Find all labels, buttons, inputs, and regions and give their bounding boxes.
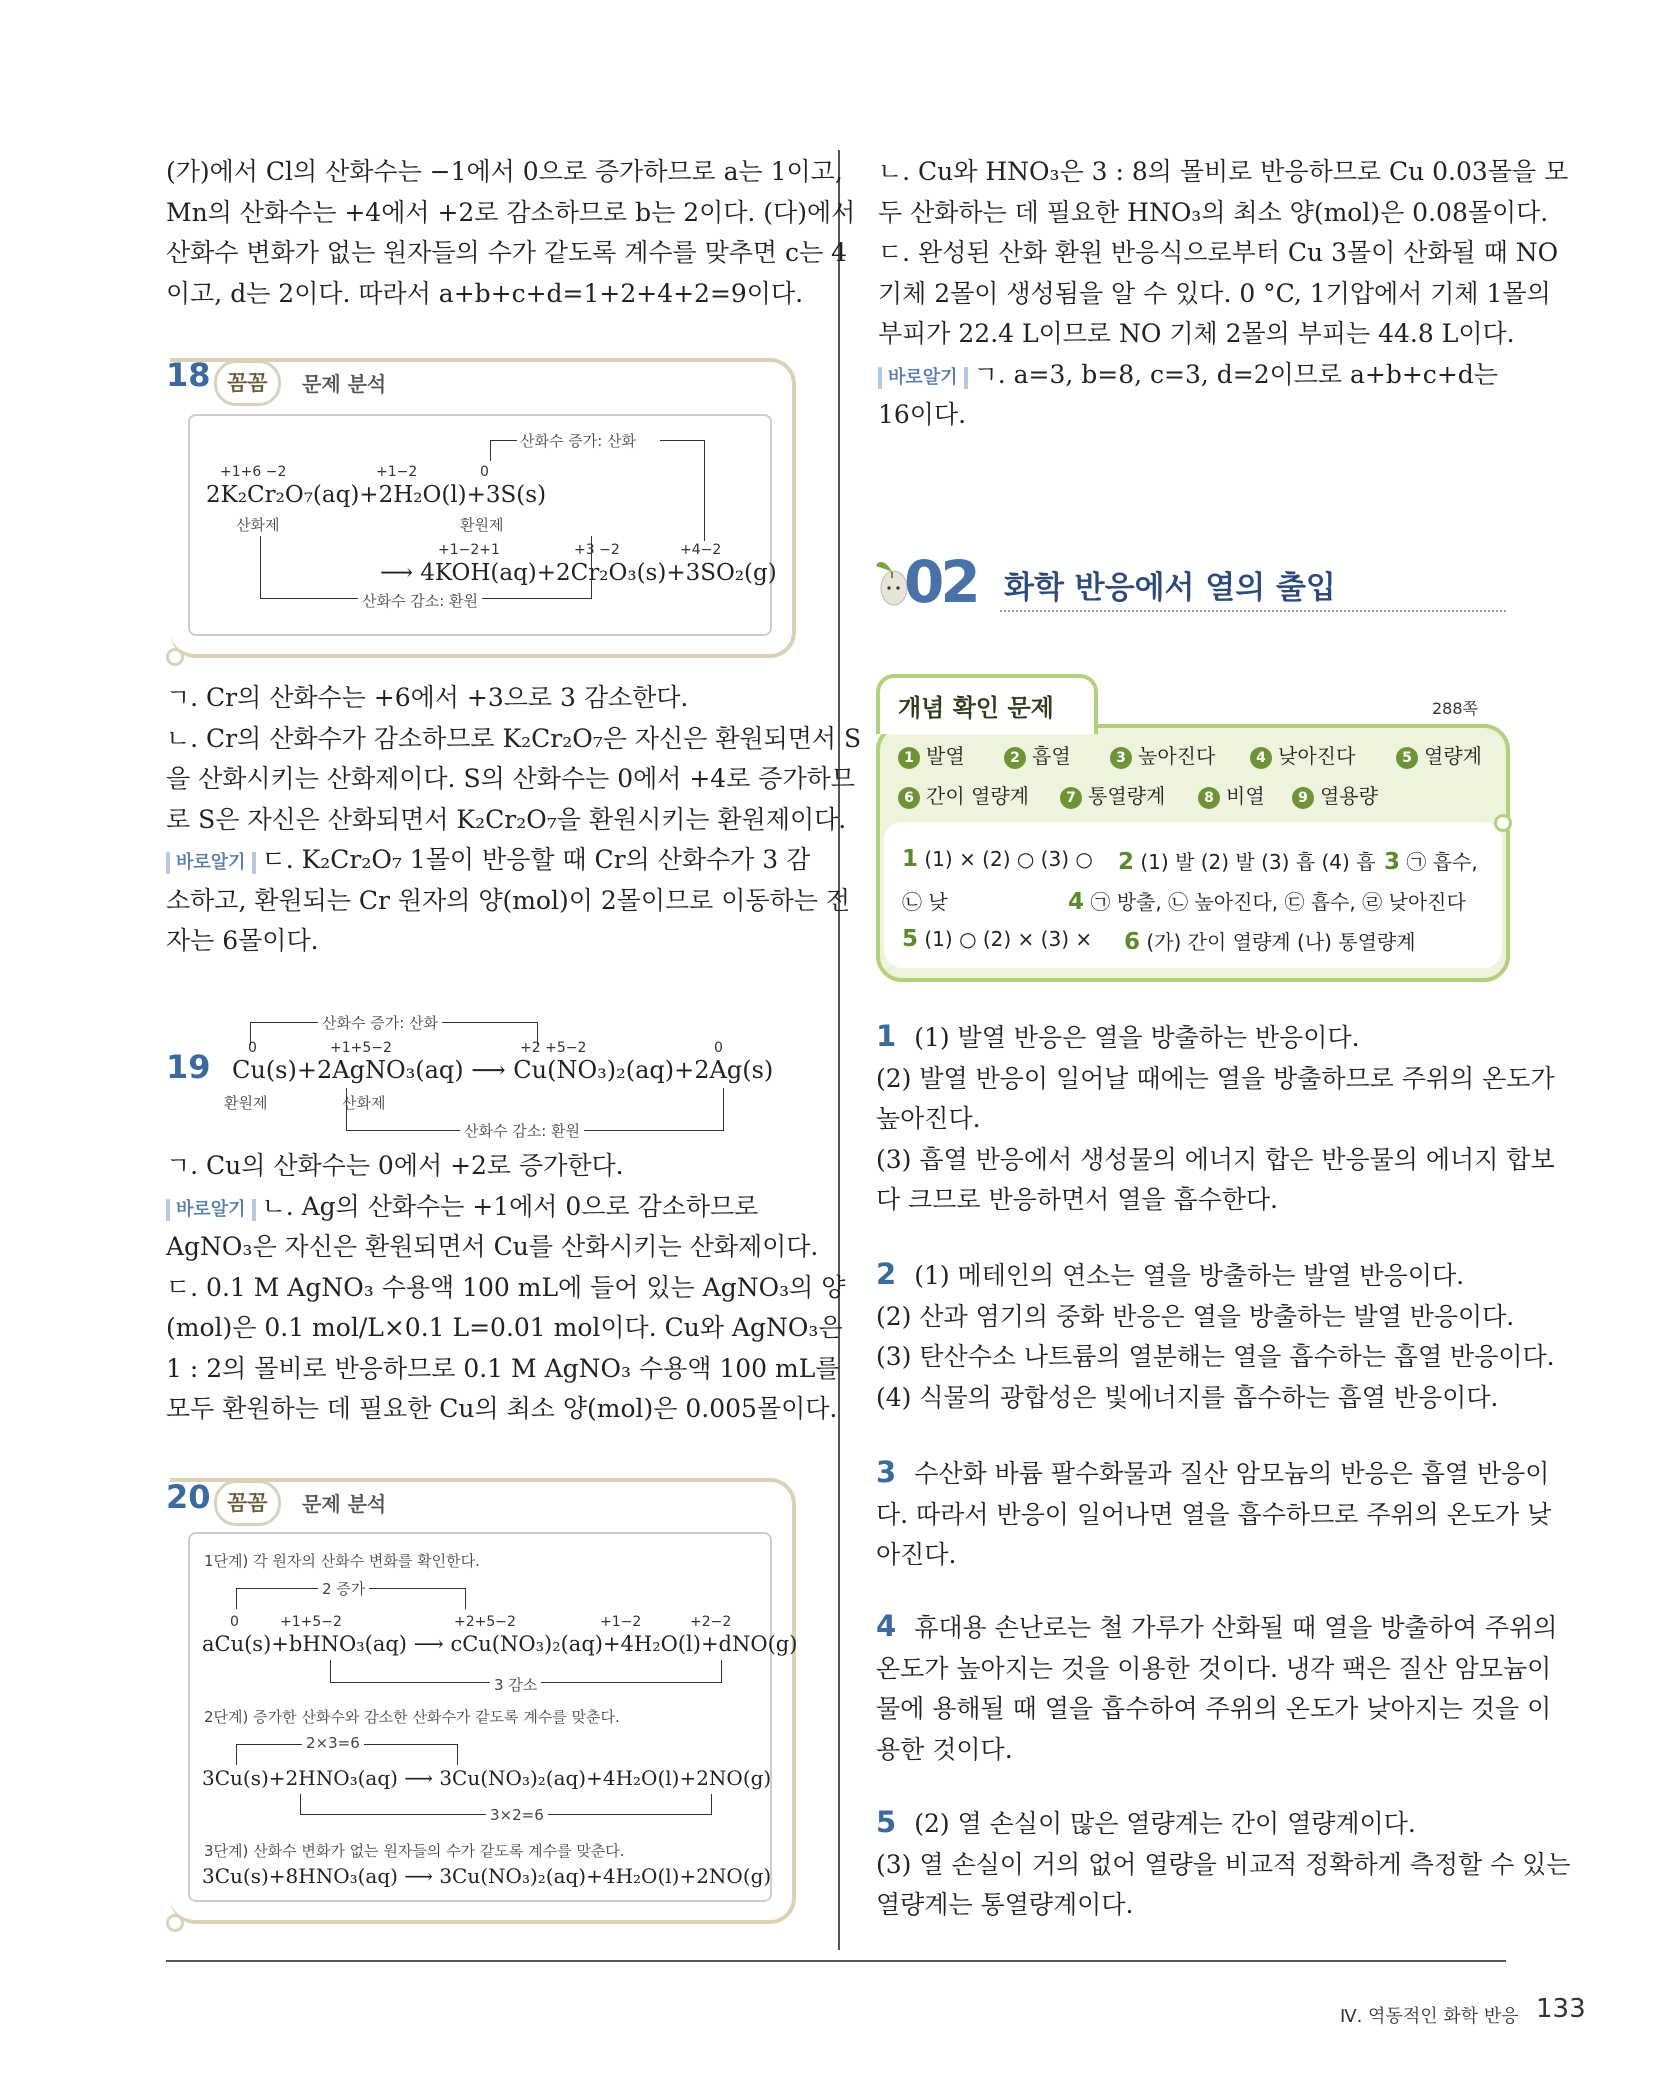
text-line: 1 (1) 발열 반응은 열을 방출하는 반응이다.: [876, 1019, 1360, 1053]
ox-number: +3 −2: [574, 542, 620, 558]
text-span: ㄷ. K₂Cr₂O₇ 1몰이 반응할 때 Cr의 산화수가 3 감: [261, 845, 811, 874]
products-equation: ⟶ 4KOH(aq)+2Cr₂O₃(s)+3SO₂(g): [380, 560, 777, 586]
text-line: 을 산화시키는 산화제이다. S의 산화수는 0에서 +4로 증가하므: [166, 764, 855, 793]
ox-number: +2−2: [690, 1614, 732, 1630]
correction-badge: 바로알기: [878, 367, 968, 389]
ox-number: 0: [714, 1040, 723, 1056]
correction-badge: 바로알기: [166, 1199, 256, 1221]
kkom-badge: 꼼꼼: [214, 360, 281, 406]
oxidant-label: 산화제: [342, 1094, 386, 1112]
q20-diagram: [188, 1532, 798, 1902]
answer-4: 4 ㉠ 방출, ㉡ 높아진다, ㉢ 흡수, ㉣ 낮아진다: [1068, 889, 1466, 915]
text-line: 3 수산화 바륨 팔수화물과 질산 암모늄의 반응은 흡열 반응이: [876, 1455, 1550, 1489]
text-line: 자는 6몰이다.: [166, 926, 319, 955]
reduction-label: 산화수 감소: 환원: [358, 590, 482, 611]
q18-explanation: [166, 678, 861, 962]
text-line: 1 : 2의 몰비로 반응하므로 0.1 M AgNO₃ 수용액 100 mL를: [166, 1353, 840, 1383]
ox-number: +2 +5−2: [520, 1040, 587, 1056]
equation: 3Cu(s)+2HNO₃(aq) ⟶ 3Cu(NO₃)₂(aq)+4H₂O(l)+2NO(g): [202, 1766, 772, 1790]
answer-3-cont: ㉡ 낮: [902, 890, 948, 914]
ox-number: +1+5−2: [330, 1040, 392, 1056]
answer-5: 5 (1) ○ (2) × (3) ×: [902, 926, 1093, 952]
text-line: ㄱ. Cr의 산화수는 +6에서 +3으로 3 감소한다.: [166, 683, 689, 712]
text-line: 다 크므로 반응하면서 열을 흡수한다.: [876, 1185, 1278, 1214]
right-top-text: [878, 152, 1568, 436]
section-number: 02: [904, 548, 977, 616]
text-line: ㄷ. 0.1 M AgNO₃ 수용액 100 mL에 들어 있는 AgNO₃의 양: [166, 1272, 846, 1302]
keyword-8: 8 비열: [1198, 780, 1265, 809]
top-arrow-line: [490, 440, 517, 461]
item-number: 1: [876, 1019, 897, 1053]
text-line: Mn의 산화수는 +4에서 +2로 감소하므로 b는 2이다. (다)에서: [166, 197, 856, 227]
oxidation-label: 산화수 증가: 산화: [318, 1012, 442, 1033]
keyword-4: 4 낮아진다: [1250, 740, 1355, 769]
text-line: 4 휴대용 손난로는 철 가루가 산화될 때 열을 방출하여 주위의: [876, 1609, 1558, 1643]
ox-number: 0: [248, 1040, 257, 1056]
step-label: 2단계) 증가한 산화수와 감소한 산화수가 같도록 계수를 맞춘다.: [204, 1708, 620, 1726]
keyword-7: 7 통열량계: [1060, 780, 1165, 809]
box-hook: [166, 648, 184, 666]
text-line: 두 산화하는 데 필요한 HNO₃의 최소 양(mol)은 0.08몰이다.: [878, 197, 1549, 227]
answer-1: 1 (1) × (2) ○ (3) ○: [902, 846, 1093, 872]
box-hook: [166, 1914, 184, 1932]
increase-label: 2 증가: [318, 1578, 369, 1599]
ox-number: +2+5−2: [454, 1614, 516, 1630]
text-line: (가)에서 Cl의 산화수는 −1에서 0으로 증가하므로 a는 1이고,: [166, 157, 843, 186]
ox-number: +1−2+1: [438, 542, 500, 558]
top-arrow-line: [660, 440, 705, 541]
text-line: (3) 탄산수소 나트륨의 열분해는 열을 흡수하는 흡열 반응이다.: [876, 1342, 1555, 1371]
text-line: 물에 용해될 때 열을 흡수하여 주위의 온도가 낮아지는 것을 이: [876, 1694, 1552, 1723]
text-line: 이고, d는 2이다. 따라서 a+b+c+d=1+2+4+2=9이다.: [166, 278, 804, 308]
text-line: 기체 2몰이 생성됨을 알 수 있다. 0 °C, 1기압에서 기체 1몰의: [878, 278, 1551, 308]
kkom-badge: 꼼꼼: [214, 1480, 281, 1526]
text-line: 온도가 높아지는 것을 이용한 것이다. 냉각 팩은 질산 암모늄이: [876, 1653, 1552, 1683]
keyword-5: 5 열량계: [1396, 740, 1482, 769]
ox-number: +1−2: [600, 1614, 642, 1630]
text-line: ㄴ. Cu와 HNO₃은 3 : 8의 몰비로 반응하므로 Cu 0.03몰을 모: [878, 157, 1569, 186]
text-line: ㄴ. Cr의 산화수가 감소하므로 K₂Cr₂O₇은 자신은 환원되면서 S: [166, 723, 862, 753]
keyword-6: 6 간이 열량계: [898, 780, 1029, 809]
reactants-equation: 2K₂Cr₂O₇(aq)+2H₂O(l)+3S(s): [206, 482, 547, 508]
text-line: 열량계는 통열량계이다.: [876, 1890, 1134, 1919]
text-span: ㄱ. a=3, b=8, c=3, d=2이므로 a+b+c+d는: [973, 359, 1498, 389]
footer-chapter: Ⅳ. 역동적인 화학 반응: [1340, 2006, 1519, 2027]
section-title: 화학 반응에서 열의 출입: [1004, 570, 1336, 606]
text-line: 2 (1) 메테인의 연소는 열을 방출하는 발열 반응이다.: [876, 1257, 1465, 1291]
correction-badge: 바로알기: [166, 852, 256, 874]
text-line: 용한 것이다.: [876, 1734, 1013, 1764]
page-number: 133: [1536, 1994, 1586, 2024]
q18-number: 18: [166, 356, 211, 394]
text-line: (3) 열 손실이 거의 없어 열량을 비교적 정확하게 측정할 수 있는: [876, 1849, 1571, 1879]
text-line: 소하고, 환원되는 Cr 원자의 양(mol)이 2몰이므로 이동하는 전: [166, 885, 850, 915]
equation: 3Cu(s)+8HNO₃(aq) ⟶ 3Cu(NO₃)₂(aq)+4H₂O(l)+2NO(g): [202, 1864, 772, 1888]
ox-number: 0: [480, 464, 489, 480]
text-line: AgNO₃은 자신은 환원되면서 Cu를 산화시키는 산화제이다.: [166, 1232, 819, 1261]
reductant-label: 환원제: [224, 1094, 268, 1112]
ox-number: +4−2: [680, 542, 722, 558]
step-label: 3단계) 산화수 변화가 없는 원자들의 수가 같도록 계수를 맞춘다.: [204, 1842, 625, 1860]
ox-number: +1+5−2: [280, 1614, 342, 1630]
step-label: 1단계) 각 원자의 산화수 변화를 확인한다.: [204, 1552, 480, 1570]
bottom-rule: [166, 1960, 1506, 1962]
text-line: [166, 840, 861, 881]
text-line: 부피가 22.4 L이므로 NO 기체 2몰의 부피는 44.8 L이다.: [878, 319, 1515, 348]
text-line: 다. 따라서 반응이 일어나면 열을 흡수하므로 주위의 온도가 낮: [876, 1499, 1552, 1529]
text-line: (2) 산과 염기의 중화 반응은 열을 방출하는 발열 반응이다.: [876, 1301, 1515, 1331]
item-number: 5: [876, 1805, 897, 1839]
oxidation-label: 산화수 증가: 산화: [520, 432, 637, 450]
equation: Cu(s)+2AgNO₃(aq) ⟶ Cu(NO₃)₂(aq)+2Ag(s): [232, 1056, 774, 1084]
oxidant-label: 산화제: [236, 516, 280, 534]
panel-hook: [1494, 814, 1512, 832]
text-line: 16이다.: [878, 400, 967, 429]
explanation-3: [876, 1452, 1551, 1576]
text-span: ㄴ. Ag의 산화수는 +1에서 0으로 감소하므로: [261, 1191, 759, 1221]
q18-diagram: [188, 414, 777, 636]
q19-diagram: [220, 1004, 780, 1140]
item-number: 2: [876, 1257, 897, 1291]
box-title: 문제 분석: [302, 1492, 387, 1516]
answer-3: 3 ㉠ 흡수,: [1384, 849, 1478, 875]
text-line: [166, 1187, 845, 1228]
text-line: ㄷ. 완성된 산화 환원 반응식으로부터 Cu 3몰이 산화될 때 NO: [878, 238, 1559, 267]
decrease-label: 3 감소: [490, 1674, 541, 1695]
decrease-label: 3×2=6: [486, 1806, 548, 1824]
text-line: 5 (2) 열 손실이 많은 열량계는 간이 열량계이다.: [876, 1805, 1416, 1839]
column-divider: [838, 150, 840, 1950]
concept-tab: [876, 674, 1098, 734]
q20-number: 20: [166, 1478, 211, 1516]
ox-number: +1+6 −2: [220, 464, 287, 480]
left-intro: [166, 152, 855, 314]
item-number: 3: [876, 1455, 897, 1489]
box-title: 문제 분석: [302, 372, 387, 396]
equation: aCu(s)+bHNO₃(aq) ⟶ cCu(NO₃)₂(aq)+4H₂O(l)+dNO(g): [202, 1632, 798, 1656]
explanation-5: [876, 1802, 1570, 1926]
text-line: 아진다.: [876, 1540, 957, 1569]
text-line: 산화수 변화가 없는 원자들의 수가 같도록 계수를 맞추면 c는 4: [166, 238, 848, 267]
concept-tab-label: 개념 확인 문제: [898, 694, 1054, 722]
text-line: 모두 환원하는 데 필요한 Cu의 최소 양(mol)은 0.005몰이다.: [166, 1394, 838, 1423]
text-line: (3) 흡열 반응에서 생성물의 에너지 합은 반응물의 에너지 합보: [876, 1144, 1555, 1174]
reduction-label: 산화수 감소: 환원: [460, 1120, 584, 1141]
q19-number: 19: [166, 1048, 211, 1086]
text-line: [878, 355, 1568, 396]
keyword-3: 3 높아진다: [1110, 740, 1215, 769]
reductant-label: 환원제: [460, 516, 504, 534]
text-line: (4) 식물의 광합성은 빛에너지를 흡수하는 흡열 반응이다.: [876, 1382, 1499, 1412]
section-underline: [1000, 610, 1506, 612]
increase-label: 2×3=6: [302, 1734, 364, 1752]
text-line: 높아진다.: [876, 1104, 981, 1133]
text-line: (2) 발열 반응이 일어날 때에는 열을 방출하므로 주위의 온도가: [876, 1063, 1555, 1093]
text-line: 로 S은 자신은 산화되면서 K₂Cr₂O₇을 환원시키는 환원제이다.: [166, 804, 847, 834]
keyword-2: 2 흡열: [1004, 740, 1071, 769]
ox-number: +1−2: [376, 464, 418, 480]
answer-2: 2 (1) 발 (2) 발 (3) 흡 (4) 흡: [1118, 849, 1376, 875]
item-number: 4: [876, 1609, 897, 1643]
explanation-4: [876, 1606, 1557, 1770]
text-line: ㄱ. Cu의 산화수는 0에서 +2로 증가한다.: [166, 1151, 624, 1180]
answer-6: 6 (가) 간이 열량계 (나) 통열량계: [1124, 929, 1416, 955]
page-reference: 288쪽: [1432, 699, 1478, 718]
explanation-1: [876, 1016, 1555, 1221]
keyword-9: 9 열용량: [1292, 780, 1378, 809]
keyword-1: 1 발열: [898, 740, 965, 769]
ox-number: 0: [230, 1614, 239, 1630]
q19-explanation: [166, 1146, 845, 1430]
text-line: (mol)은 0.1 mol/L×0.1 L=0.01 mol이다. Cu와 AgNO₃은: [166, 1313, 843, 1342]
explanation-2: [876, 1254, 1555, 1418]
